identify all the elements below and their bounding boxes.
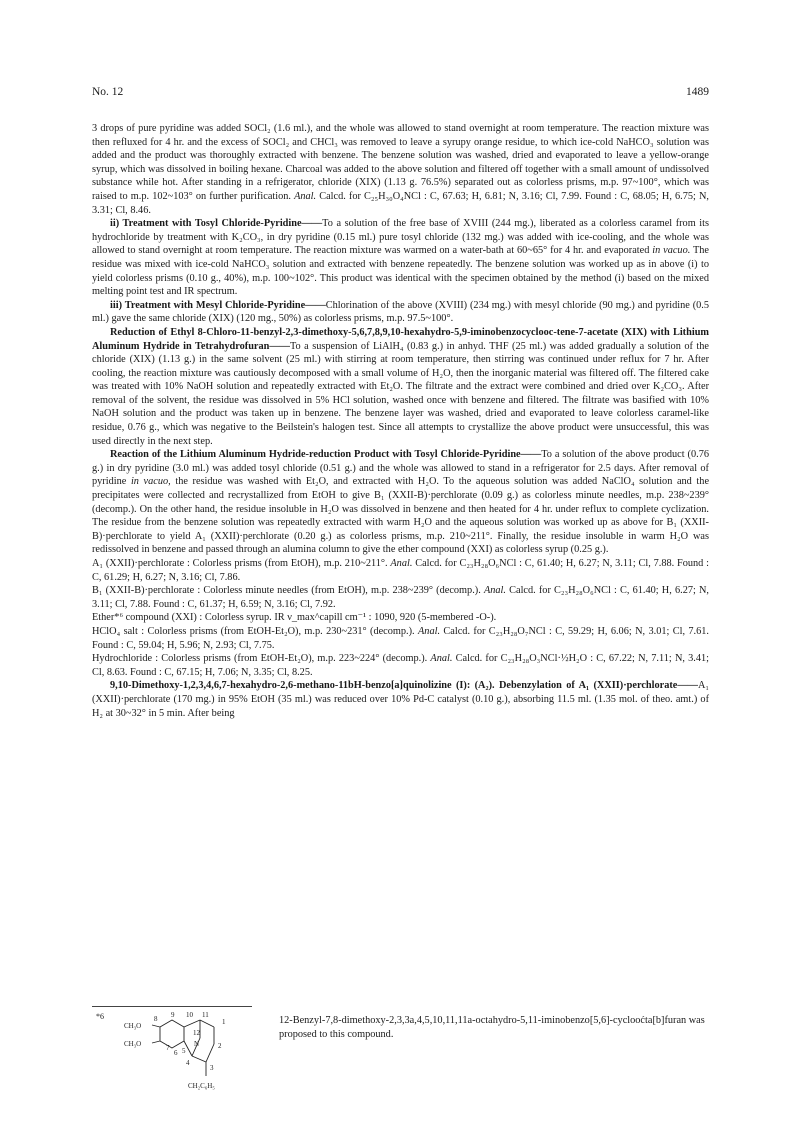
svg-text:1: 1: [222, 1018, 226, 1026]
data-line: Ether*⁶ compound (XXI) : Colorless syrup. IR ν_max^capill cm⁻¹ : 1090, 920 (5-membered -O-).: [92, 612, 497, 624]
footnote-mark: *6: [96, 1012, 104, 1021]
paragraph-lah-reduction: Reduction of Ethyl 8-Chloro-11-benzyl-2,3-dimethoxy-5,6,7,8,9,10-hexahydro-5,9-iminobenzocyclooc-tene-7-acetate (XIX) with Lithium Aluminum Hydride in Tetrahydrofuran——To a suspension of LiAlH₄ (0.83 g.) in anhyd. THF (25 ml.) was added gradually a solution of the chloride (XIX) (1.13 g.) in the same solvent (25 ml.) with stirring at room temperature, then stirring was continued under reflux for 7 hr. After cooling, the reaction mixture was cautiously decomposed with a small volume of H₂O, then the inorganic material was filtered off. The filtered cake was treated with 10% NaOH solution and repeatedly extracted with Et₂O. The filtrate and the extract were combined and dried over K₂CO₃. After removal of the solvent, the residue was dissolved in 5% HCl solution, washed once with benzene and filtered. The filtrate was basified with 10% NaOH solution and the product was taken up in benzene. The benzene layer was washed, dried and evaporated to leave colorless caramel-like residue, 0.76 g., which was negative to the Beilstein's halogen test. Since all attempts to crystallize the above product were unsuccessful, this was used directly in the next step.: [92, 326, 710, 447]
svg-text:N: N: [194, 1040, 200, 1048]
svg-text:7: 7: [166, 1044, 170, 1052]
svg-text:11: 11: [202, 1011, 209, 1019]
data-line: A₁ (XXII)·perchlorate : Colorless prisms (from EtOH), m.p. 210~211°. Anal. Calcd. for C₂₃H₂₈O₆NCl : C, 61.40; H, 6.27; N, 3.11; Cl, 7.88. Found : C, 61.29; H, 6.27; N, 3.16; Cl, 7.86.: [92, 558, 709, 583]
data-line: B₁ (XXII-B)·perchlorate : Colorless minute needles (from EtOH), m.p. 238~239° (decomp.). Anal. Calcd. for C₂₃H₂₈O₆NCl : C, 61.40; H, 6.27; N, 3.11; Cl, 7.88. Found : C, 61.37; H, 6.59; N, 3.16; Cl, 7.92.: [92, 585, 710, 610]
section-heading: Reaction of the Lithium Aluminum Hydride-reduction Product with Tosyl Chloride-Pyridine——: [110, 449, 542, 461]
svg-text:3: 3: [210, 1064, 214, 1072]
svg-text:5: 5: [182, 1047, 186, 1055]
svg-text:10: 10: [186, 1011, 193, 1019]
svg-text:CH₃O: CH₃O: [124, 1022, 142, 1030]
svg-text:12: 12: [193, 1029, 200, 1037]
svg-text:4: 4: [186, 1059, 190, 1067]
article-body: [92, 122, 709, 720]
section-heading: Reduction of Ethyl 8-Chloro-11-benzyl-2,3-dimethoxy-5,6,7,8,9,10-hexahydro-5,9-iminobenzocyclooc-tene-7-acetate (XIX) with Lithium Aluminum Hydride in Tetrahydrofuran——: [92, 326, 709, 352]
paragraph-chloride-prep: 3 drops of pure pyridine was added SOCl₂ (1.6 ml.), and the whole was allowed to stand overnight at room temperature. The reaction mixture was then refluxed for 4 hr. and the excess of SOCl₂ and CHCl₃ was removed to leave a syrupy orange residue, to which ice-cold NaHCO₃ solution was added and the product was thoroughly extracted with benzene. The benzene solution was washed, dried and evaporated to leave a yellow-orange syrup, which was dissolved in boiling hexane. Charcoal was added to the above solution and filtered off together with a small amount of undissolved substance while hot. After standing in a refrigerator, chloride (XIX) (1.13 g. 76.5%) separated out as colorless prisms, m.p. 97~100°, which was raised to m.p. 102~103° on further purification. Anal. Calcd. for C₂₅H₃₀O₄NCl : C, 67.63; H, 6.81; N, 3.16; Cl, 7.99. Found : C, 68.05; H, 6.75; N, 3.31; Cl, 8.46.: [92, 123, 709, 216]
analytical-data: [92, 557, 709, 679]
svg-text:2: 2: [218, 1042, 222, 1050]
page-header: [92, 86, 709, 102]
page-number: 1489: [686, 86, 709, 98]
benzene-ring: [160, 1020, 184, 1048]
paragraph-tosyl-treatment: ii) Treatment with Tosyl Chloride-Pyridine——To a solution of the free base of XVIII (244 mg.), liberated as a colorless caramel from its hydrochloride by treatment with K₂CO₃, in dry pyridine (0.15 ml.) pure tosyl chloride (132 mg.) was added with ice-cooling, and the whole was allowed to stand overnight at room temperature. The reaction mixture was warmed on a water-bath at 60~65° for 4 hr. and evaporated in vacuo. The residue was mixed with ice-cold NaHCO₃ solution and extracted with benzene repeatedly. The benzene solution was worked up as in above (i) to yield colorless prisms (0.10 g., 40%), m.p. 100~102°. This product was identical with the specimen obtained by the method (i) based on the mixed melting point test and IR spectrum.: [92, 218, 710, 298]
paragraph-mesyl-treatment: iii) Treatment with Mesyl Chloride-Pyridine——Chlorination of the above (XVIII) (234 mg.) with mesyl chloride (90 mg.) and pyridine (0.5 ml.) gave the same chloride (XIX) (120 mg., 50%) as colorless prisms, m.p. 97.5~100°.: [92, 299, 709, 325]
data-line: Hydrochloride : Colorless prisms (from EtOH-Et₂O), m.p. 223~224° (decomp.). Anal. Calcd. for C₂₃H₂₈O₃NCl·½H₂O : C, 67.22; N, 7.11; N, 3.41; Cl, 8.63. Found : C, 67.15; H, 7.06; N, 3.35; Cl, 8.25.: [92, 653, 710, 678]
chemical-structure-figure: [122, 1010, 262, 1092]
data-line: HClO₄ salt : Colorless prisms (from EtOH-Et₂O), m.p. 230~231° (decomp.). Anal. Calcd. for C₂₃H₂₈O₇NCl : C, 59.29; H, 6.06; N, 3.01; Cl, 7.61. Found : C, 59.04; H, 5.96; N, 2.93; Cl, 7.75.: [92, 625, 709, 651]
svg-text:8: 8: [154, 1015, 158, 1023]
svg-text:6: 6: [174, 1049, 178, 1057]
footnote-text: 12-Benzyl-7,8-dimethoxy-2,3,3a,4,5,10,11,11a-octahydro-5,11-iminobenzo[5,6]-cyclooćta[b]furan was proposed to this compound.: [279, 1015, 705, 1040]
svg-text:9: 9: [171, 1011, 175, 1019]
section-heading: 9,10-Dimethoxy-1,2,3,4,6,7-hexahydro-2,6-methano-11bH-benzo[a]quinolizine (I): (A₂). Debenzylation of A₁ (XXII)·perchlorate——: [110, 680, 698, 692]
footnote: [92, 1006, 709, 1090]
svg-text:CH₃O: CH₃O: [124, 1040, 142, 1048]
footnote-rule: [92, 1006, 252, 1007]
journal-issue: No. 12: [92, 86, 124, 98]
section-heading: ii) Treatment with Tosyl Chloride-Pyridine——: [110, 218, 323, 230]
section-heading: iii) Treatment with Mesyl Chloride-Pyridine——: [110, 299, 326, 311]
svg-text:CH₂C₆H₅: CH₂C₆H₅: [188, 1082, 215, 1090]
paragraph-debenzylation: 9,10-Dimethoxy-1,2,3,4,6,7-hexahydro-2,6-methano-11bH-benzo[a]quinolizine (I): (A₂). Debenzylation of A₁ (XXII)·perchlorate——A₁ (XXII)·perchlorate (170 mg.) in 95% EtOH (35 ml.) was reduced over 10% Pd-C catalyst (0.10 g.), absorbing 11.5 ml. (1.35 mol. of theo. amt.) of H₂ at 30~32° in 5 min. After being: [92, 680, 709, 719]
paragraph-tosyl-reaction: Reaction of the Lithium Aluminum Hydride-reduction Product with Tosyl Chloride-Pyridine——To a solution of the above product (0.76 g.) in dry pyridine (3.0 ml.) was added tosyl chloride (0.51 g.) and the whole was allowed to stand in a refrigerator for 2.5 days. After removal of pyridine in vacuo, the residue was washed with Et₂O, and extracted with H₂O. To the aqueous solution was added NaClO₄ solution and the precipitates were collected and recrystallized from EtOH to give B₁ (XXII-B)·perchlorate (0.09 g.) as colorless minute needles, m.p. 238~239° (decomp.). On the other hand, the residue insoluble in H₂O was dissolved in benzene and then heated for 4 hr. under reflux to complete cyclization. The residue from the benzene solution was repeatedly extracted with warm H₂O and the aqueous solution was worked up as above for B₁ (XXII-B)·perchlorate to yield A₁ (XXII)·perchlorate (0.20 g.) as colorless prisms, m.p. 210~211°. Finally, the residue insoluble in warm H₂O was redissolved in benzene and passed through an alumina column to give the ether compound (XXI) as colorless syrup (0.25 g.).: [92, 449, 710, 556]
